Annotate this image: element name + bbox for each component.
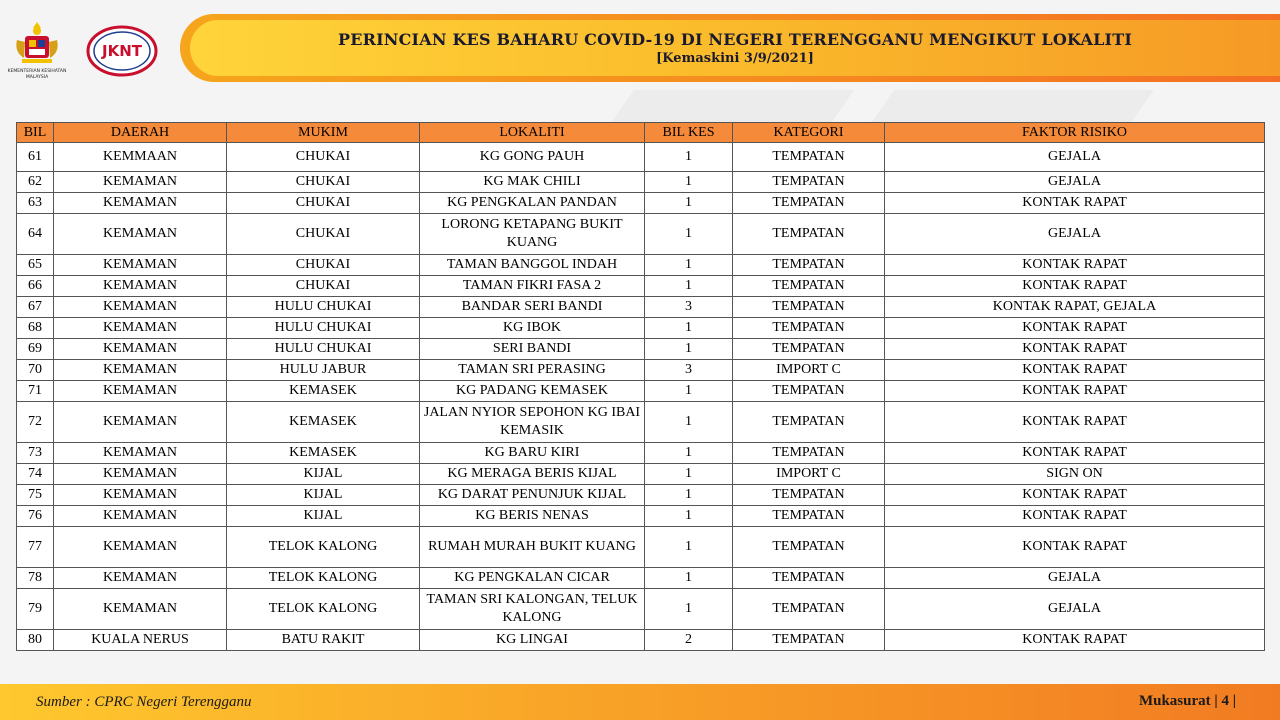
cell-bil-kes: 1 <box>645 381 733 402</box>
cell-mukim: CHUKAI <box>227 143 420 172</box>
cell-kategori: TEMPATAN <box>733 443 885 464</box>
cell-bil: 73 <box>17 443 54 464</box>
cell-lokaliti: KG BERIS NENAS <box>420 506 645 527</box>
cell-faktor-risiko: GEJALA <box>885 143 1265 172</box>
cell-faktor-risiko: KONTAK RAPAT <box>885 276 1265 297</box>
cell-mukim: HULU CHUKAI <box>227 339 420 360</box>
cell-kategori: TEMPATAN <box>733 276 885 297</box>
cell-kategori: TEMPATAN <box>733 527 885 568</box>
cases-table <box>16 122 1265 651</box>
svg-text:KEMENTERIAN KESIHATAN: KEMENTERIAN KESIHATAN <box>7 69 67 74</box>
cell-bil: 68 <box>17 318 54 339</box>
table-row <box>17 172 1265 193</box>
cell-bil-kes: 1 <box>645 193 733 214</box>
table-row <box>17 589 1265 630</box>
cell-mukim: KEMASEK <box>227 381 420 402</box>
cell-lokaliti: KG LINGAI <box>420 630 645 651</box>
cell-lokaliti: LORONG KETAPANG BUKIT KUANG <box>420 214 645 255</box>
column-header-bil: BIL <box>17 123 54 143</box>
cell-faktor-risiko: SIGN ON <box>885 464 1265 485</box>
cell-daerah: KEMAMAN <box>54 193 227 214</box>
cell-lokaliti: KG DARAT PENUNJUK KIJAL <box>420 485 645 506</box>
page-number: Mukasurat | 4 | <box>1138 693 1236 709</box>
cell-mukim: KIJAL <box>227 464 420 485</box>
cell-bil-kes: 3 <box>645 297 733 318</box>
column-header-bil-kes: BIL KES <box>645 123 733 143</box>
cell-faktor-risiko: KONTAK RAPAT <box>885 339 1265 360</box>
cell-lokaliti: TAMAN BANGGOL INDAH <box>420 255 645 276</box>
cell-kategori: TEMPATAN <box>733 589 885 630</box>
cell-faktor-risiko: KONTAK RAPAT <box>885 443 1265 464</box>
cell-kategori: TEMPATAN <box>733 381 885 402</box>
cell-bil: 75 <box>17 485 54 506</box>
cell-kategori: TEMPATAN <box>733 485 885 506</box>
cell-kategori: TEMPATAN <box>733 193 885 214</box>
cell-kategori: TEMPATAN <box>733 143 885 172</box>
cell-kategori: TEMPATAN <box>733 339 885 360</box>
cell-lokaliti: KG PENGKALAN CICAR <box>420 568 645 589</box>
cell-faktor-risiko: KONTAK RAPAT <box>885 402 1265 443</box>
cell-mukim: TELOK KALONG <box>227 568 420 589</box>
cell-bil: 64 <box>17 214 54 255</box>
table-row <box>17 506 1265 527</box>
cell-daerah: KEMAMAN <box>54 589 227 630</box>
cell-bil-kes: 1 <box>645 318 733 339</box>
cell-daerah: KEMMAAN <box>54 143 227 172</box>
update-date: [Kemaskini 3/9/2021] <box>656 51 814 66</box>
cell-bil: 74 <box>17 464 54 485</box>
cell-bil: 61 <box>17 143 54 172</box>
cell-faktor-risiko: KONTAK RAPAT <box>885 485 1265 506</box>
cell-lokaliti: KG PENGKALAN PANDAN <box>420 193 645 214</box>
cell-lokaliti: JALAN NYIOR SEPOHON KG IBAI KEMASIK <box>420 402 645 443</box>
table-row <box>17 630 1265 651</box>
cell-bil-kes: 1 <box>645 172 733 193</box>
cell-bil-kes: 1 <box>645 506 733 527</box>
cell-lokaliti: KG BARU KIRI <box>420 443 645 464</box>
cell-lokaliti: KG GONG PAUH <box>420 143 645 172</box>
table-header-row <box>17 123 1265 143</box>
source-note: Sumber : CPRC Negeri Terengganu <box>36 694 252 710</box>
cell-lokaliti: TAMAN SRI KALONGAN, TELUK KALONG <box>420 589 645 630</box>
cell-faktor-risiko: GEJALA <box>885 214 1265 255</box>
cell-lokaliti: KG MAK CHILI <box>420 172 645 193</box>
cell-mukim: CHUKAI <box>227 214 420 255</box>
cell-bil: 70 <box>17 360 54 381</box>
cell-bil-kes: 1 <box>645 589 733 630</box>
table-row <box>17 485 1265 506</box>
cell-bil: 67 <box>17 297 54 318</box>
column-header-lokaliti: LOKALITI <box>420 123 645 143</box>
cell-daerah: KEMAMAN <box>54 255 227 276</box>
cell-kategori: TEMPATAN <box>733 297 885 318</box>
cell-mukim: KEMASEK <box>227 402 420 443</box>
column-header-kategori: KATEGORI <box>733 123 885 143</box>
cell-bil-kes: 1 <box>645 485 733 506</box>
kkm-logo <box>7 20 67 82</box>
cell-mukim: TELOK KALONG <box>227 527 420 568</box>
cell-mukim: BATU RAKIT <box>227 630 420 651</box>
cell-daerah: KEMAMAN <box>54 443 227 464</box>
cell-daerah: KEMAMAN <box>54 172 227 193</box>
cell-faktor-risiko: KONTAK RAPAT <box>885 193 1265 214</box>
cell-kategori: TEMPATAN <box>733 630 885 651</box>
cell-lokaliti: BANDAR SERI BANDI <box>420 297 645 318</box>
cell-bil: 72 <box>17 402 54 443</box>
cell-kategori: TEMPATAN <box>733 255 885 276</box>
cell-lokaliti: KG PADANG KEMASEK <box>420 381 645 402</box>
cell-mukim: HULU JABUR <box>227 360 420 381</box>
cell-bil-kes: 3 <box>645 360 733 381</box>
header-banner <box>190 20 1280 76</box>
cell-bil: 66 <box>17 276 54 297</box>
cell-faktor-risiko: KONTAK RAPAT <box>885 255 1265 276</box>
cell-faktor-risiko: KONTAK RAPAT, GEJALA <box>885 297 1265 318</box>
cell-daerah: KEMAMAN <box>54 568 227 589</box>
svg-text:MALAYSIA: MALAYSIA <box>25 75 49 80</box>
cell-faktor-risiko: KONTAK RAPAT <box>885 381 1265 402</box>
cell-faktor-risiko: KONTAK RAPAT <box>885 360 1265 381</box>
table-row <box>17 255 1265 276</box>
table-row <box>17 464 1265 485</box>
cell-lokaliti: RUMAH MURAH BUKIT KUANG <box>420 527 645 568</box>
cell-faktor-risiko: GEJALA <box>885 589 1265 630</box>
column-header-faktor-risiko: FAKTOR RISIKO <box>885 123 1265 143</box>
cell-bil: 71 <box>17 381 54 402</box>
cell-mukim: KIJAL <box>227 506 420 527</box>
cell-daerah: KEMAMAN <box>54 214 227 255</box>
cell-lokaliti: KG MERAGA BERIS KIJAL <box>420 464 645 485</box>
cell-mukim: CHUKAI <box>227 276 420 297</box>
cell-mukim: CHUKAI <box>227 193 420 214</box>
table-row <box>17 360 1265 381</box>
cell-mukim: KEMASEK <box>227 443 420 464</box>
table-row <box>17 214 1265 255</box>
cell-mukim: KIJAL <box>227 485 420 506</box>
cell-bil-kes: 1 <box>645 568 733 589</box>
cell-daerah: KEMAMAN <box>54 360 227 381</box>
cell-mukim: CHUKAI <box>227 172 420 193</box>
cell-faktor-risiko: KONTAK RAPAT <box>885 527 1265 568</box>
table-row <box>17 527 1265 568</box>
cell-bil-kes: 1 <box>645 527 733 568</box>
cell-daerah: KEMAMAN <box>54 527 227 568</box>
table-row <box>17 193 1265 214</box>
cell-mukim: CHUKAI <box>227 255 420 276</box>
cell-bil: 62 <box>17 172 54 193</box>
cell-faktor-risiko: KONTAK RAPAT <box>885 630 1265 651</box>
cell-mukim: HULU CHUKAI <box>227 318 420 339</box>
cell-bil-kes: 1 <box>645 143 733 172</box>
cell-mukim: HULU CHUKAI <box>227 297 420 318</box>
cell-bil-kes: 1 <box>645 276 733 297</box>
cell-daerah: KUALA NERUS <box>54 630 227 651</box>
table-row <box>17 276 1265 297</box>
cell-bil-kes: 1 <box>645 402 733 443</box>
cell-lokaliti: TAMAN FIKRI FASA 2 <box>420 276 645 297</box>
cell-bil-kes: 1 <box>645 339 733 360</box>
cell-bil-kes: 1 <box>645 443 733 464</box>
cell-kategori: TEMPATAN <box>733 568 885 589</box>
svg-text:JKNT: JKNT <box>102 42 142 60</box>
cell-bil: 79 <box>17 589 54 630</box>
cell-faktor-risiko: GEJALA <box>885 172 1265 193</box>
cell-lokaliti: KG IBOK <box>420 318 645 339</box>
cell-daerah: KEMAMAN <box>54 402 227 443</box>
column-header-mukim: MUKIM <box>227 123 420 143</box>
cell-daerah: KEMAMAN <box>54 506 227 527</box>
cell-bil-kes: 1 <box>645 464 733 485</box>
cell-bil-kes: 1 <box>645 214 733 255</box>
table-row <box>17 318 1265 339</box>
cell-lokaliti: SERI BANDI <box>420 339 645 360</box>
cell-bil-kes: 1 <box>645 255 733 276</box>
table-row <box>17 143 1265 172</box>
cell-daerah: KEMAMAN <box>54 318 227 339</box>
cell-bil: 80 <box>17 630 54 651</box>
cell-kategori: TEMPATAN <box>733 402 885 443</box>
cell-bil: 65 <box>17 255 54 276</box>
cell-daerah: KEMAMAN <box>54 339 227 360</box>
cell-daerah: KEMAMAN <box>54 276 227 297</box>
column-header-daerah: DAERAH <box>54 123 227 143</box>
cell-bil: 63 <box>17 193 54 214</box>
cell-kategori: IMPORT C <box>733 360 885 381</box>
cell-bil: 76 <box>17 506 54 527</box>
table-row <box>17 402 1265 443</box>
cell-faktor-risiko: KONTAK RAPAT <box>885 506 1265 527</box>
table-row <box>17 568 1265 589</box>
table-row <box>17 339 1265 360</box>
cell-kategori: TEMPATAN <box>733 172 885 193</box>
table-row <box>17 297 1265 318</box>
cell-daerah: KEMAMAN <box>54 464 227 485</box>
cell-lokaliti: TAMAN SRI PERASING <box>420 360 645 381</box>
jknt-logo <box>86 25 158 77</box>
cell-faktor-risiko: KONTAK RAPAT <box>885 318 1265 339</box>
cell-kategori: TEMPATAN <box>733 318 885 339</box>
cell-kategori: IMPORT C <box>733 464 885 485</box>
cell-bil: 77 <box>17 527 54 568</box>
cell-bil: 78 <box>17 568 54 589</box>
cell-bil-kes: 2 <box>645 630 733 651</box>
cell-kategori: TEMPATAN <box>733 506 885 527</box>
table-row <box>17 381 1265 402</box>
cell-mukim: TELOK KALONG <box>227 589 420 630</box>
cell-bil: 69 <box>17 339 54 360</box>
cell-daerah: KEMAMAN <box>54 297 227 318</box>
cell-kategori: TEMPATAN <box>733 214 885 255</box>
cell-daerah: KEMAMAN <box>54 485 227 506</box>
table-row <box>17 443 1265 464</box>
page-title: PERINCIAN KES BAHARU COVID-19 DI NEGERI TERENGGANU MENGIKUT LOKALITI <box>337 30 1132 49</box>
cell-faktor-risiko: GEJALA <box>885 568 1265 589</box>
cell-daerah: KEMAMAN <box>54 381 227 402</box>
